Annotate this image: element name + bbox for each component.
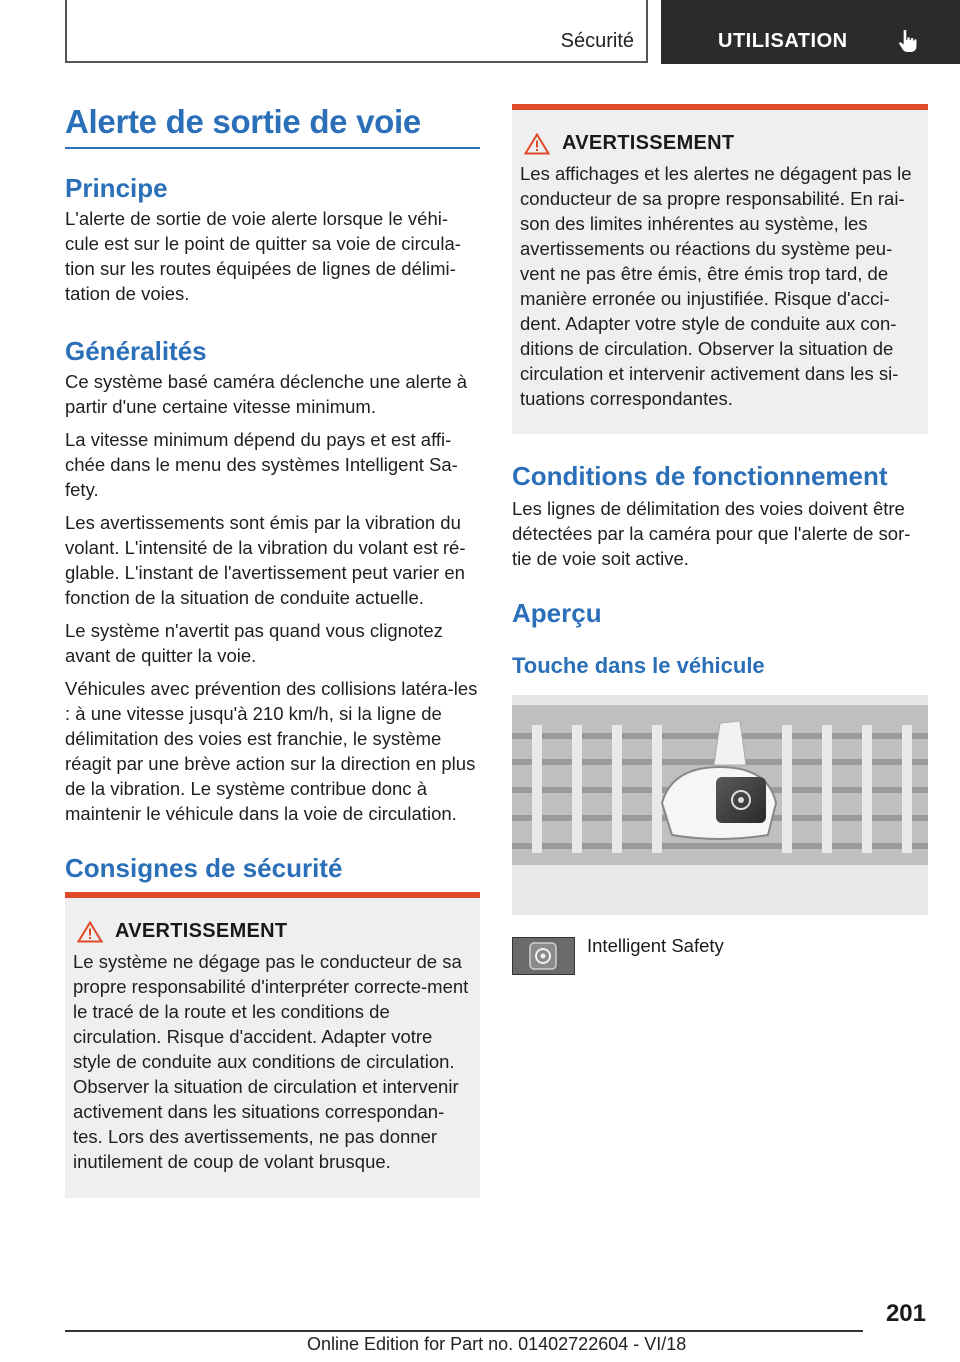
generalites-paragraph: Véhicules avec prévention des collisions latéra-les : à une vitesse jusqu'à 210 km/h, si la ligne de délimitation des voies est franchie, le système réagit par une brève action sur la direction en plus de la vibration. Le système contribue donc à maintenir le véhicule dans la voie de circulation.	[65, 678, 478, 824]
generalites-paragraph: Les avertissements sont émis par la vibration du volant. L'intensité de la vibration du volant est ré-glable. L'instant de l'avertissement peut varier en fonction de la situation de conduite actuelle.	[65, 512, 466, 608]
warning-text: Les affichages et les alertes ne dégagent pas le conducteur de sa propre responsabilité. En rai-son des limites inhérentes au système, les avertissements ou réactions du système peu-vent ne pas être émis, être émis trop tard, de manière erronée ou injustifiée. Risque d'acci-dent. Adapter votre style de conduite aux con-ditions de circulation. Observer la situation de circulation et intervenir activement dans les si-tuations correspondantes.	[520, 163, 912, 409]
generalites-heading: Généralités	[65, 336, 207, 366]
consignes-heading: Consignes de sécurité	[65, 853, 343, 883]
warning-label: AVERTISSEMENT	[115, 920, 288, 942]
warning-box	[65, 892, 480, 1198]
vehicle-button-photo	[512, 695, 928, 915]
footer-divider	[65, 1330, 863, 1332]
pointing-hand-icon	[895, 28, 921, 54]
edition-note: Online Edition for Part no. 01402722604 - VI/18	[307, 1334, 687, 1354]
apercu-subheading: Touche dans le véhicule	[512, 653, 765, 678]
generalites-paragraph: Le système n'avertit pas quand vous clignotez avant de quitter la voie.	[65, 620, 443, 666]
warning-label: AVERTISSEMENT	[562, 132, 735, 154]
intelligent-safety-icon	[512, 937, 575, 975]
generalites-paragraph: Ce système basé caméra déclenche une alerte à partir d'une certaine vitesse minimum.	[65, 371, 468, 417]
header-section-tab	[65, 0, 648, 63]
generalites-paragraph: La vitesse minimum dépend du pays et est affi-chée dans le menu des systèmes Intelligent Sa-fety.	[65, 429, 458, 500]
warning-triangle-icon	[77, 921, 103, 943]
apercu-heading: Aperçu	[512, 598, 602, 628]
principe-text: L'alerte de sortie de voie alerte lorsque le véhi-cule est sur le point de quitter sa voie de circula-tion sur les routes équipées de lignes de délimi-tation de voies.	[65, 208, 461, 304]
warning-triangle-icon	[524, 133, 550, 155]
page-title: Alerte de sortie de voie	[65, 103, 480, 149]
page-number: 201	[885, 1300, 926, 1327]
principe-heading: Principe	[65, 173, 168, 203]
intelligent-safety-label: Intelligent Safety	[587, 935, 724, 956]
warning-text: Le système ne dégage pas le conducteur de sa propre responsabilité d'interpréter correcte-ment le tracé de la route et les conditions de circulation. Risque d'accident. Adapter votre style de conduite aux conditions de circulation. Observer la situation de circulation et intervenir activement dans les situations correspondan-tes. Lors des avertissements, ne pas donner inutilement de coup de volant brusque.	[73, 951, 469, 1172]
conditions-heading: Conditions de fonctionnement	[512, 461, 888, 491]
header-chapter-label: UTILISATION	[718, 30, 848, 52]
header-section-label: Sécurité	[560, 30, 634, 52]
conditions-text: Les lignes de délimitation des voies doivent être détectées par la caméra pour que l'alerte de sor-tie de voie soit active.	[512, 498, 911, 569]
header-chapter-tab	[661, 0, 960, 64]
warning-box-2	[512, 104, 928, 434]
